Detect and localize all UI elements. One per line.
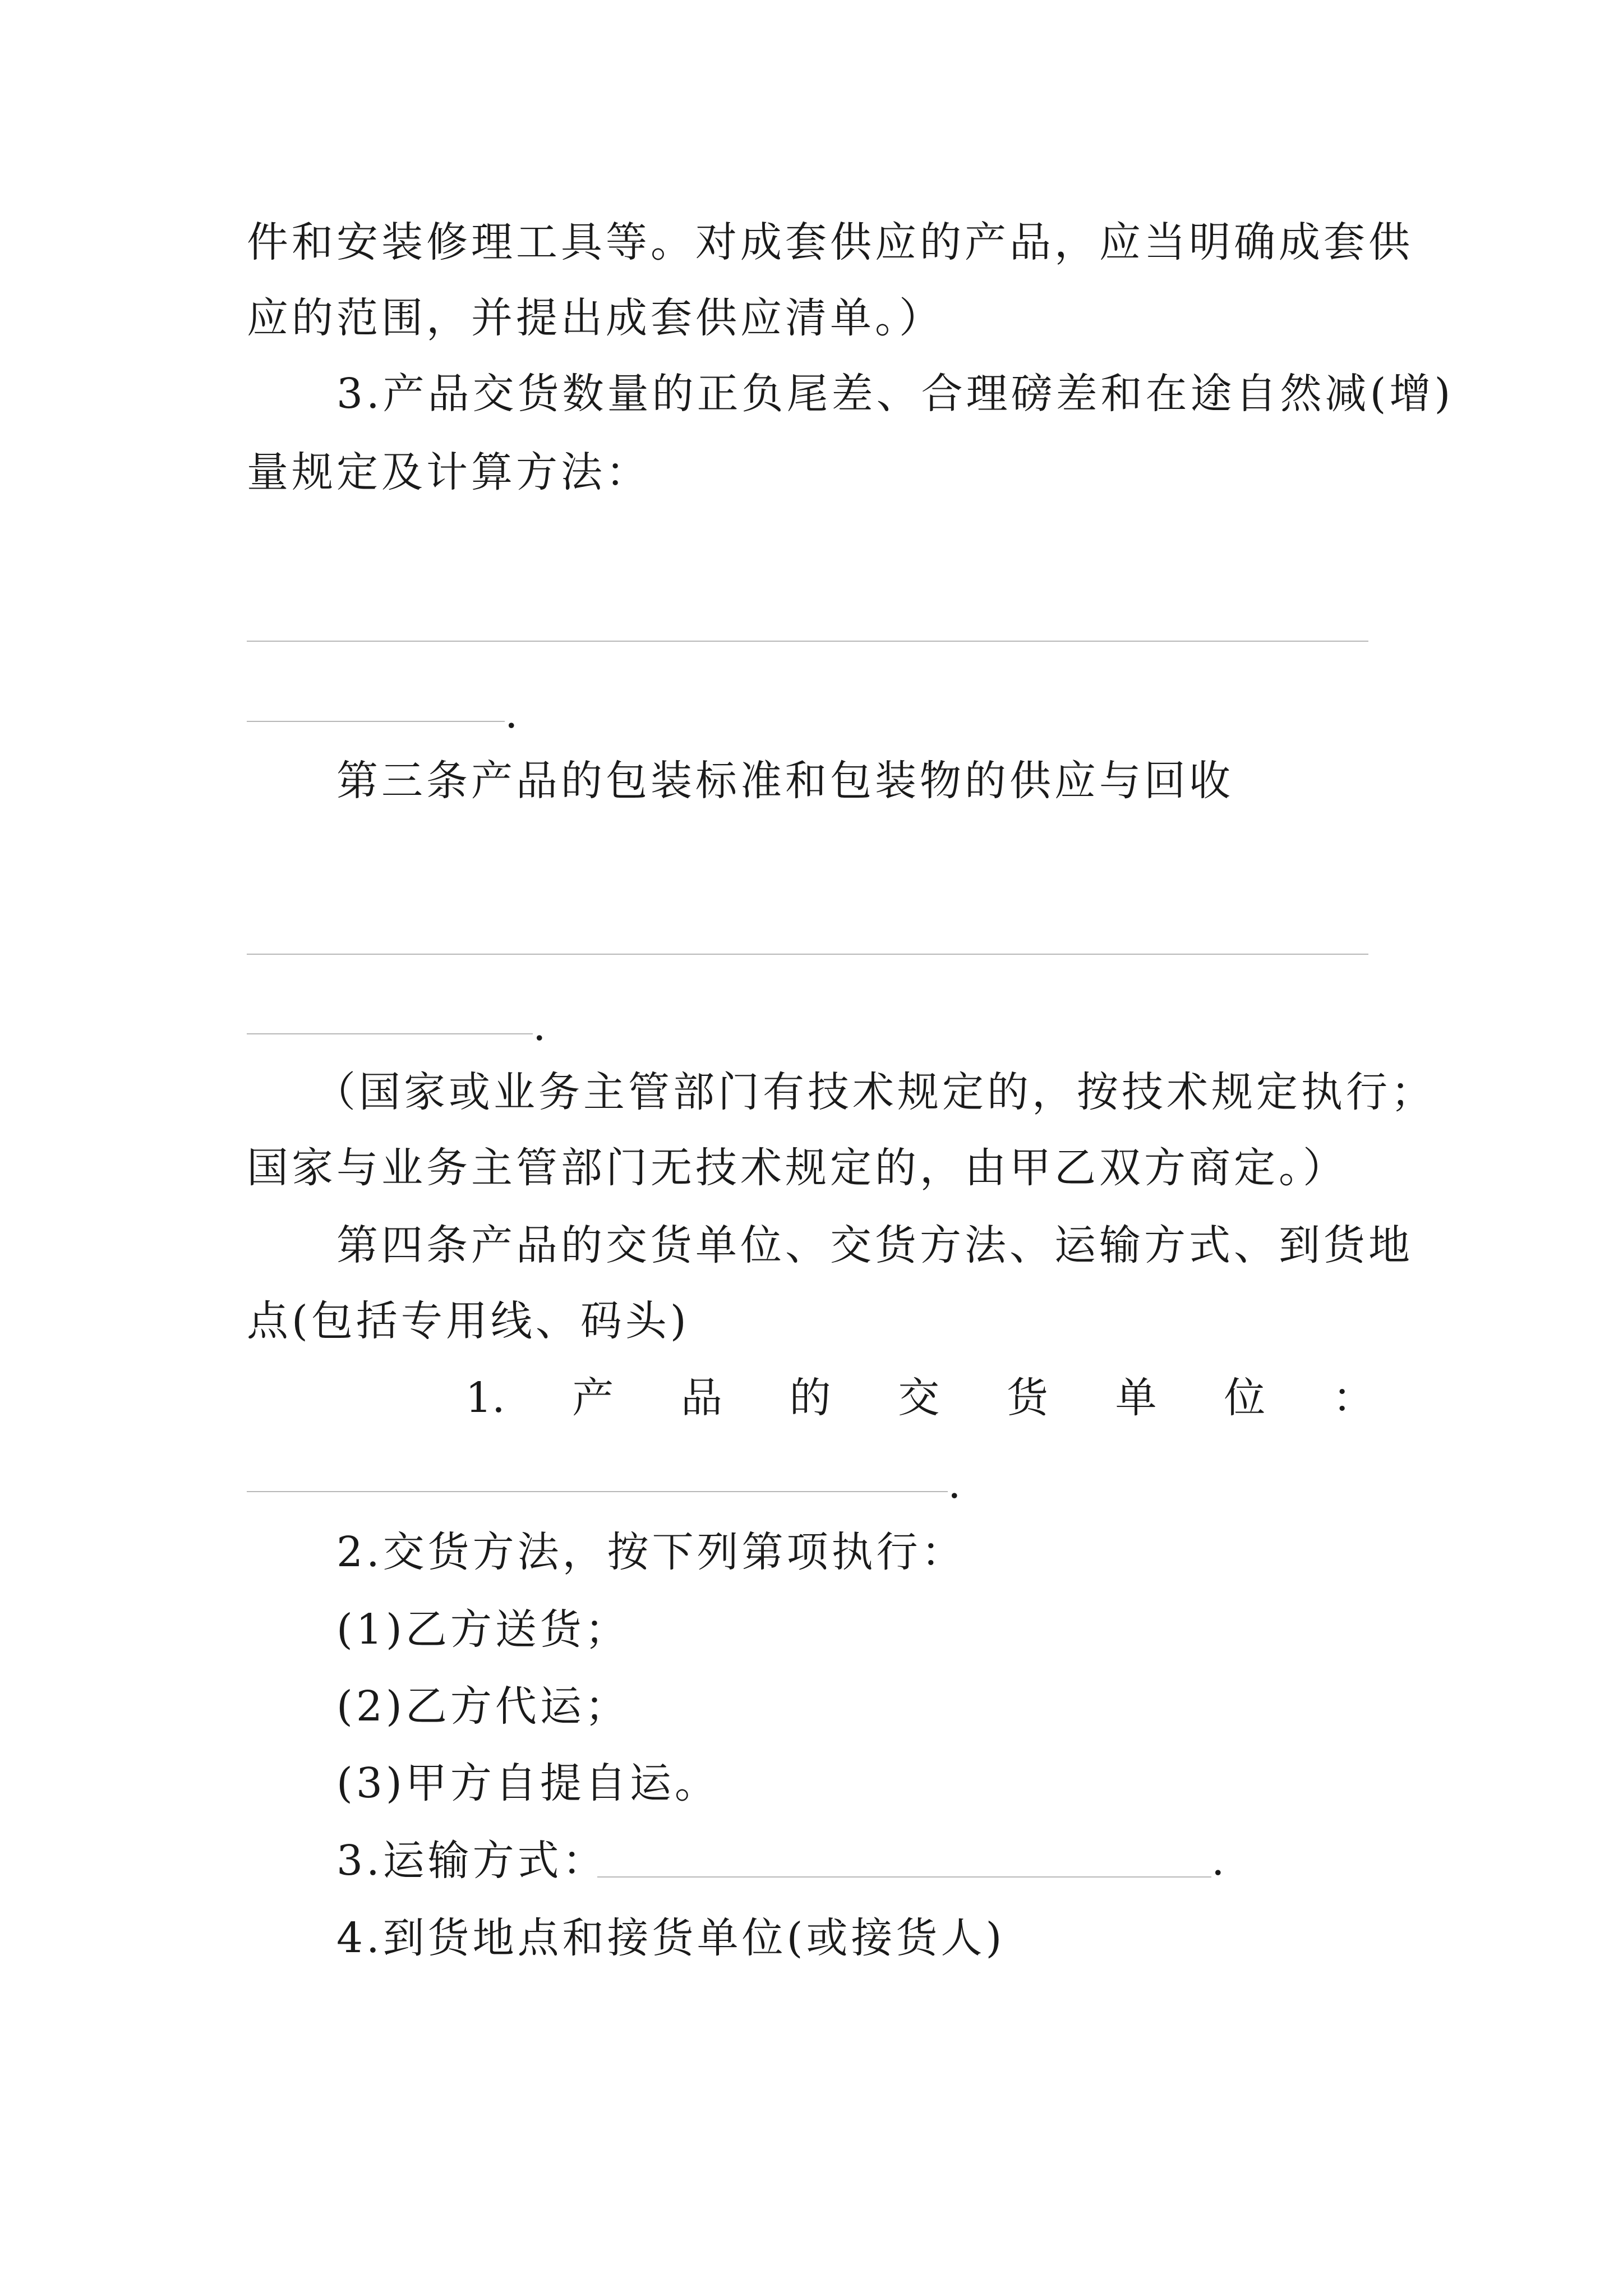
text-fragment: 的	[789, 1374, 831, 1422]
text-fragment: 单	[1115, 1374, 1157, 1422]
text-fragment: 产	[572, 1374, 614, 1422]
text-line: （国家或业务主管部门有技术规定的，按技术规定执行；	[314, 1068, 1436, 1116]
period: .	[1211, 1837, 1225, 1885]
text-line: 4.到货地点和接货单位(或接货人)	[336, 1914, 1006, 1962]
fill-in-blank[interactable]	[247, 954, 1368, 955]
fill-in-blank[interactable]	[247, 721, 505, 722]
transport-mode-blank[interactable]	[597, 1876, 1211, 1878]
text-fragment: 1.	[465, 1374, 505, 1422]
option-item: (1)乙方送货；	[336, 1605, 630, 1654]
text-line: 点(包括专用线、码头)	[247, 1297, 690, 1345]
option-item: (3)甲方自提自运。	[336, 1759, 720, 1807]
text-line: 国家与业务主管部门无技术规定的，由甲乙双方商定。）	[247, 1144, 1348, 1192]
fill-in-blank[interactable]	[247, 1033, 533, 1034]
text-line: 量规定及计算方法：	[247, 448, 651, 496]
text-line: 件和安装修理工具等。对成套供应的产品，应当明确成套供	[247, 218, 1413, 266]
delivery-unit-line	[247, 1374, 1374, 1422]
text-line: 应的范围，并提出成套供应清单。）	[247, 294, 944, 342]
text-fragment: 位	[1224, 1374, 1266, 1422]
transport-mode-label: 3.运输方式：	[336, 1837, 607, 1885]
text-fragment: ：	[1332, 1374, 1374, 1422]
text-fragment: 交	[898, 1374, 940, 1422]
text-fragment: 货	[1006, 1374, 1048, 1422]
period: .	[505, 689, 518, 738]
clause-3-heading: 3.产品交货数量的正负尾差、合理磅差和在途自然减(增)	[336, 370, 1454, 418]
period: .	[948, 1460, 961, 1508]
article-3-heading: 第三条产品的包装标准和包装物的供应与回收	[336, 757, 1234, 805]
fill-in-blank[interactable]	[247, 1491, 948, 1492]
fill-in-blank[interactable]	[247, 641, 1368, 642]
article-4-heading: 第四条产品的交货单位、交货方法、运输方式、到货地	[336, 1221, 1413, 1269]
option-item: (2)乙方代运；	[336, 1682, 630, 1731]
period: .	[533, 1002, 546, 1050]
text-fragment: 品	[680, 1374, 722, 1422]
text-line: 2.交货方法，按下列第项执行：	[336, 1528, 966, 1576]
